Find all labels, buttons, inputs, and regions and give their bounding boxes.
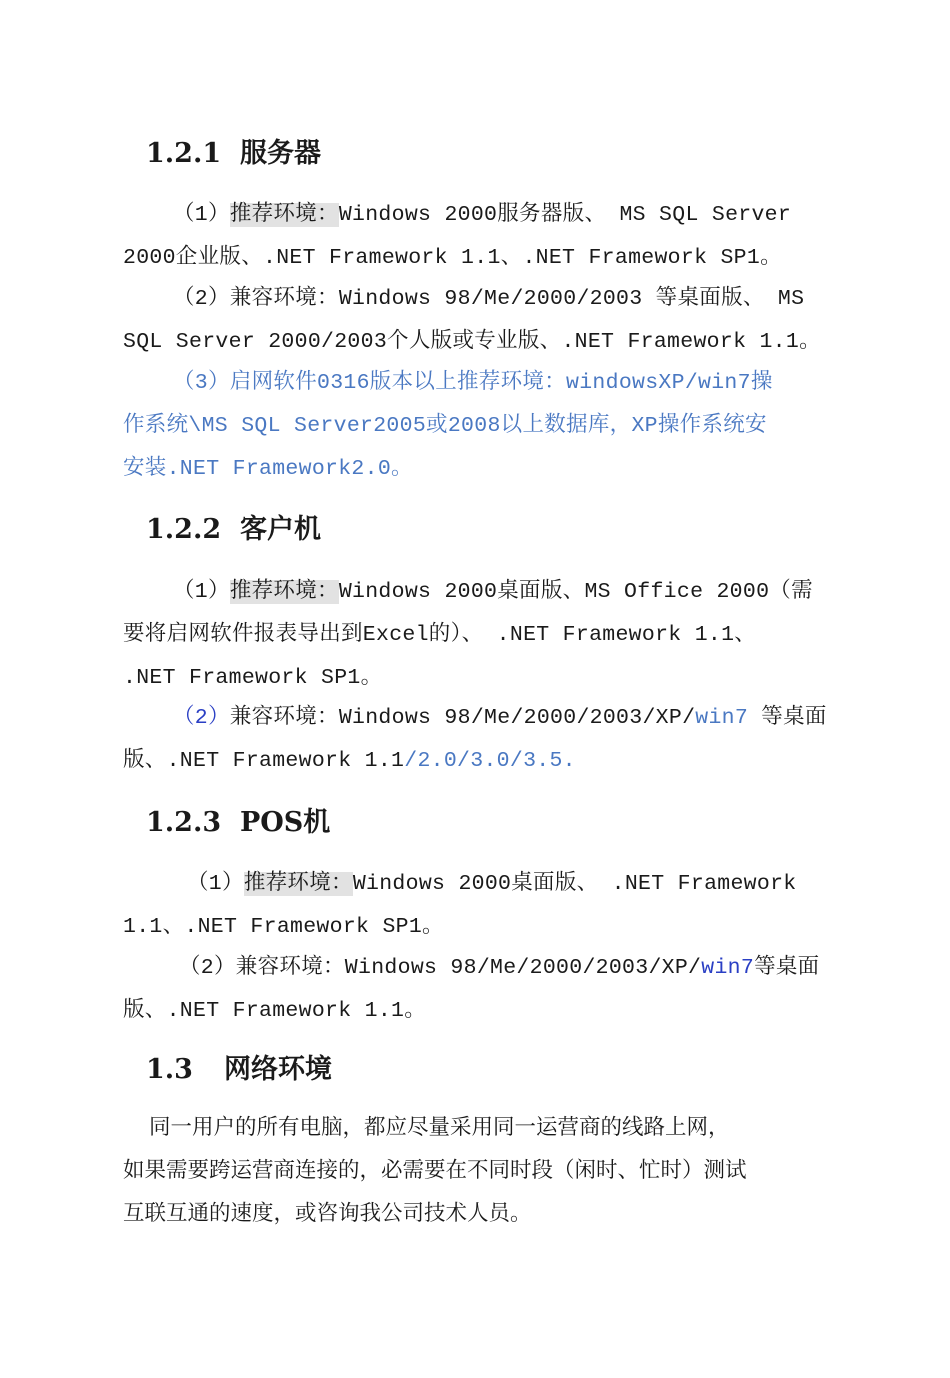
- heading-number: 1.2.3: [146, 807, 222, 838]
- item-number: （1）: [173, 580, 230, 604]
- paragraph-client-recommended: [123, 571, 829, 700]
- line-text: （2）兼容环境：Windows 98/Me/2000/2003/XP/: [179, 956, 702, 980]
- line-text-win7: win7: [695, 706, 749, 730]
- heading-number: 1.2.2: [146, 514, 222, 545]
- highlighted-label: 推荐环境：: [229, 580, 339, 604]
- paragraph-line: [123, 947, 829, 990]
- paragraph-line: 要将启网软件报表导出到Excel的）、 .NET Framework 1.1、: [123, 623, 757, 647]
- paragraph-line: （3）启网软件0316版本以上推荐环境：windowsXP/win7操: [173, 371, 773, 395]
- paragraph-network: [123, 1106, 829, 1235]
- heading-title: 服务器: [239, 138, 321, 169]
- paragraph-line: 版、.NET Framework 1.1。: [123, 999, 427, 1023]
- paragraph-server-compatible: [123, 278, 829, 364]
- heading-1-2-2: [146, 512, 321, 548]
- paragraph-line: .NET Framework SP1。: [123, 666, 383, 690]
- paragraph-line: [123, 863, 829, 906]
- paragraph-line: 2000企业版、.NET Framework 1.1、.NET Framework SP1。: [123, 246, 782, 270]
- item-number: （2）: [173, 706, 230, 730]
- heading-number: 1.3: [146, 1054, 193, 1085]
- line-text: 兼容环境：Windows 98/Me/2000/2003/XP/: [229, 706, 696, 730]
- item-number: （1）: [173, 203, 230, 227]
- paragraph-line: 同一用户的所有电脑，都应尽量采用同一运营商的线路上网，: [149, 1115, 730, 1140]
- heading-number: 1.2.1: [146, 138, 222, 169]
- paragraph-line: 安装.NET Framework2.0。: [123, 457, 413, 481]
- line-text: Windows 2000服务器版、 MS SQL Server: [338, 203, 792, 227]
- item-number: （1）: [187, 872, 244, 896]
- paragraph-line: [123, 278, 829, 321]
- highlighted-label: 推荐环境：: [229, 203, 339, 227]
- heading-title: POS机: [239, 807, 331, 838]
- line-text-win7: win7: [701, 956, 755, 980]
- highlighted-label: 推荐环境：: [243, 872, 353, 896]
- paragraph-line: 如果需要跨运营商连接的，必需要在不同时段（闲时、忙时）测试: [123, 1158, 747, 1183]
- paragraph-line: 1.1、.NET Framework SP1。: [123, 915, 444, 939]
- paragraph-server-qiwang: [123, 362, 829, 491]
- paragraph-pos-compatible: [123, 947, 829, 1033]
- heading-1-2-1: [146, 136, 321, 172]
- paragraph-line: [123, 697, 829, 740]
- line-text: Windows 2000桌面版、 .NET Framework: [352, 872, 797, 896]
- paragraph-line: [123, 740, 829, 783]
- line-text: 兼容环境：Windows 98/Me/2000/2003 等桌面版、 MS: [229, 287, 805, 311]
- line-text: 等桌面: [754, 956, 820, 980]
- paragraph-pos-recommended: [123, 863, 829, 949]
- paragraph-line: 互联互通的速度，或咨询我公司技术人员。: [123, 1201, 532, 1226]
- item-number: （2）: [173, 287, 230, 311]
- line-text: Windows 2000桌面版、MS Office 2000（需: [338, 580, 813, 604]
- heading-title: 网络环境: [224, 1054, 332, 1085]
- heading-1-2-3: [146, 805, 330, 841]
- paragraph-line: [123, 571, 829, 614]
- paragraph-client-compatible: [123, 697, 829, 783]
- paragraph-server-recommended: [123, 194, 829, 280]
- paragraph-line: 作系统\MS SQL Server2005或2008以上数据库，XP操作系统安: [123, 414, 767, 438]
- paragraph-line: [123, 194, 829, 237]
- line-text-versions: /2.0/3.0/3.5.: [404, 749, 576, 773]
- heading-1-3: [146, 1052, 332, 1088]
- paragraph-line: SQL Server 2000/2003个人版或专业版、.NET Framework 1.1。: [123, 330, 821, 354]
- line-text: 版、.NET Framework 1.1: [123, 749, 405, 773]
- line-text: 等桌面: [748, 706, 827, 730]
- heading-title: 客户机: [239, 514, 321, 545]
